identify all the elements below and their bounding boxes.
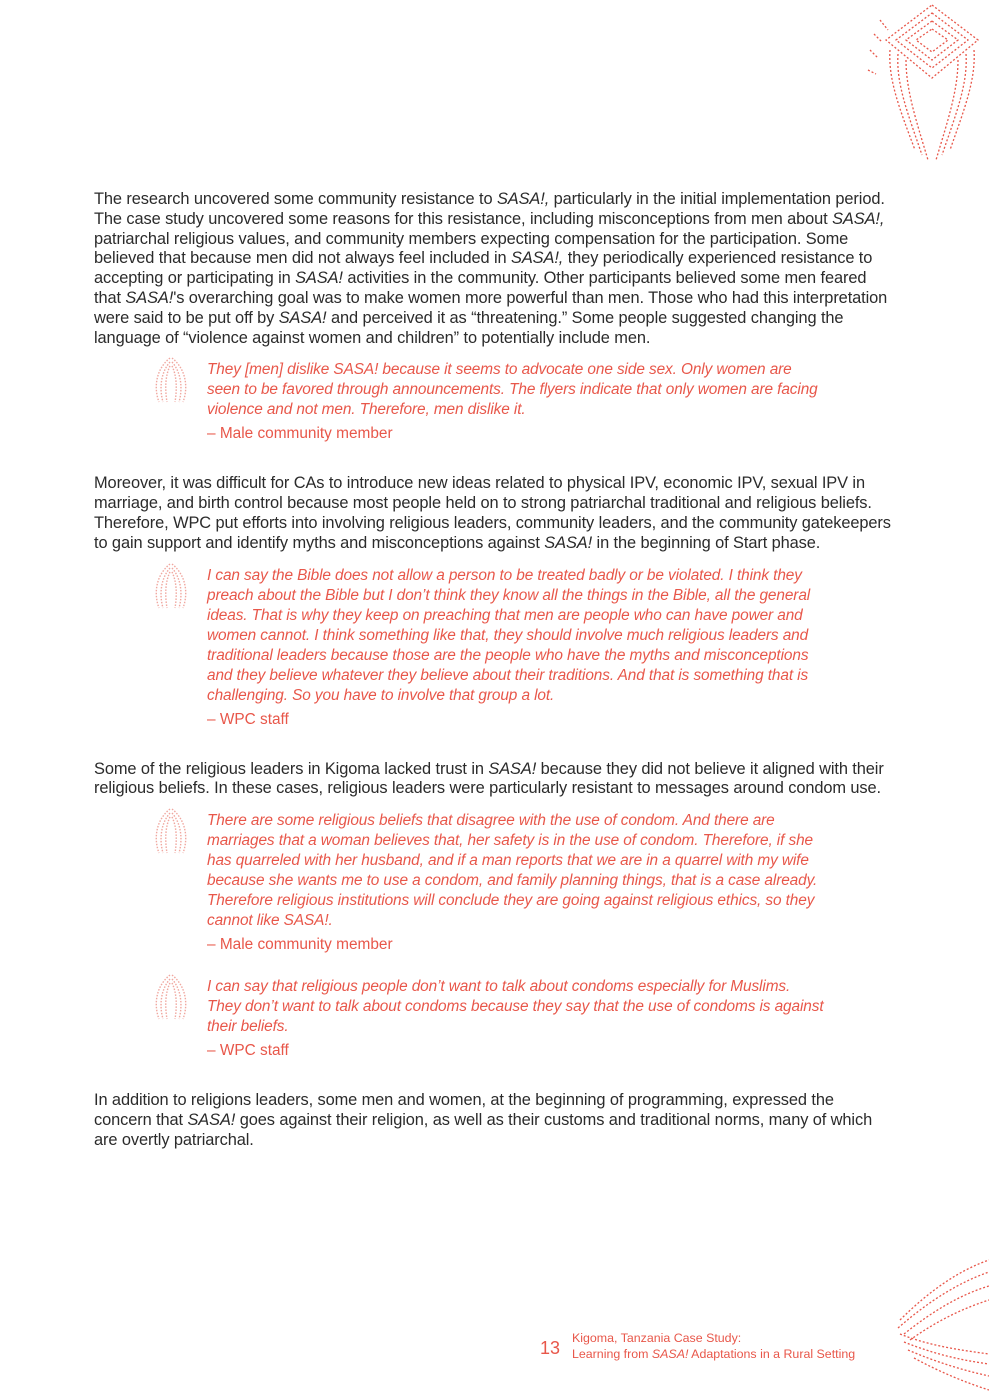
quote-attribution: – Male community member [207, 425, 393, 443]
body-paragraph-4: In addition to religions leaders, some men and women, at the beginning of programming, expressed the concern that SASA! goes against their religion, as well as their customs and traditional norms, many of which are overtly patriarchal. [94, 1091, 873, 1149]
body-paragraph-3: Some of the religious leaders in Kigoma lacked trust in SASA! because they did not believe it aligned with their religious beliefs. In these cases, religious leaders were particularly resistant to messages around condom use. [94, 759, 884, 798]
quote-block-3 [207, 811, 827, 955]
decorative-diamond-pattern-icon [860, 0, 989, 170]
footer-title-line-2: Learning from SASA! Adaptations in a Rural Setting [572, 1347, 856, 1361]
feather-quote-icon [149, 562, 193, 610]
quote-text: I can say that religious people don’t want to talk about condoms especially for Muslims. They don’t want to talk about condoms because they say that the use of condoms is against their beliefs. [207, 978, 824, 1036]
quote-block-2 [207, 566, 827, 730]
decorative-wave-pattern-icon [880, 1250, 989, 1400]
footer-title-line-1: Kigoma, Tanzania Case Study: [572, 1331, 742, 1345]
quote-attribution: – WPC staff [207, 1042, 289, 1060]
page-number: 13 [540, 1338, 561, 1358]
main-content [94, 190, 894, 1151]
quote-block-1 [207, 360, 827, 444]
quote-block-4 [207, 977, 827, 1061]
quote-attribution: – Male community member [207, 936, 393, 954]
quote-attribution: – WPC staff [207, 710, 289, 728]
body-paragraph-2: Moreover, it was difficult for CAs to introduce new ideas related to physical IPV, economic IPV, sexual IPV in marriage, and birth control because most people held on to strong patriarchal traditional and religious beliefs. Therefore, WPC put efforts into involving religious leaders, community leaders, and the community gatekeepers to gain support and identify myths and misconceptions against SASA! in the beginning of Start phase. [94, 474, 891, 552]
quote-text: They [men] dislike SASA! because it seems to advocate one side sex. Only women are seen to be favored through announcements. The flyers indicate that only women are facing violence and not men. Therefore, men dislike it. [207, 361, 818, 419]
quote-text: I can say the Bible does not allow a person to be treated badly or be violated. I think they preach about the Bible but I don’t think they know all the things in the Bible, all the general ideas. That is why they keep on preaching that men are people who can have power and women cannot. I think something like that, they should involve much religious leaders and traditional leaders because those are the people who have the myths and misconceptions and they believe whatever they believe about their traditions. And that is something that is challenging. So you have to involve that group a lot. [207, 566, 811, 704]
feather-quote-icon [149, 807, 193, 855]
quote-text: There are some religious beliefs that disagree with the use of condom. And there are marriages that a woman believes that, her safety is in the use of condom. Therefore, if she has quarreled with her husband, and if a man reports that we are in a quarrel with my wife because she wants me to use a condom, and family planning things, that is a case already. Therefore religious institutions will conclude they are going against religious ethics, so they cannot like SASA!. [207, 812, 818, 930]
footer-title [572, 1330, 892, 1362]
feather-quote-icon [149, 356, 193, 404]
body-paragraph-1: The research uncovered some community resistance to SASA!, particularly in the initial implementation period. The case study uncovered some reasons for this resistance, including misconceptions from men about SASA!, patriarchal religious values, and community members expecting compensation for the participation. Some believed that because men did not always feel included in SASA!, they periodically experienced resistance to accepting or participating in SASA! activities in the community. Other participants believed some men feared that SASA!'s overarching goal was to make women more powerful than men. Those who had this interpretation were said to be put off by SASA! and perceived it as “threatening.” Some people suggested changing the language of “violence against women and children” to potentially include men. [94, 190, 888, 347]
feather-quote-icon [149, 973, 193, 1021]
